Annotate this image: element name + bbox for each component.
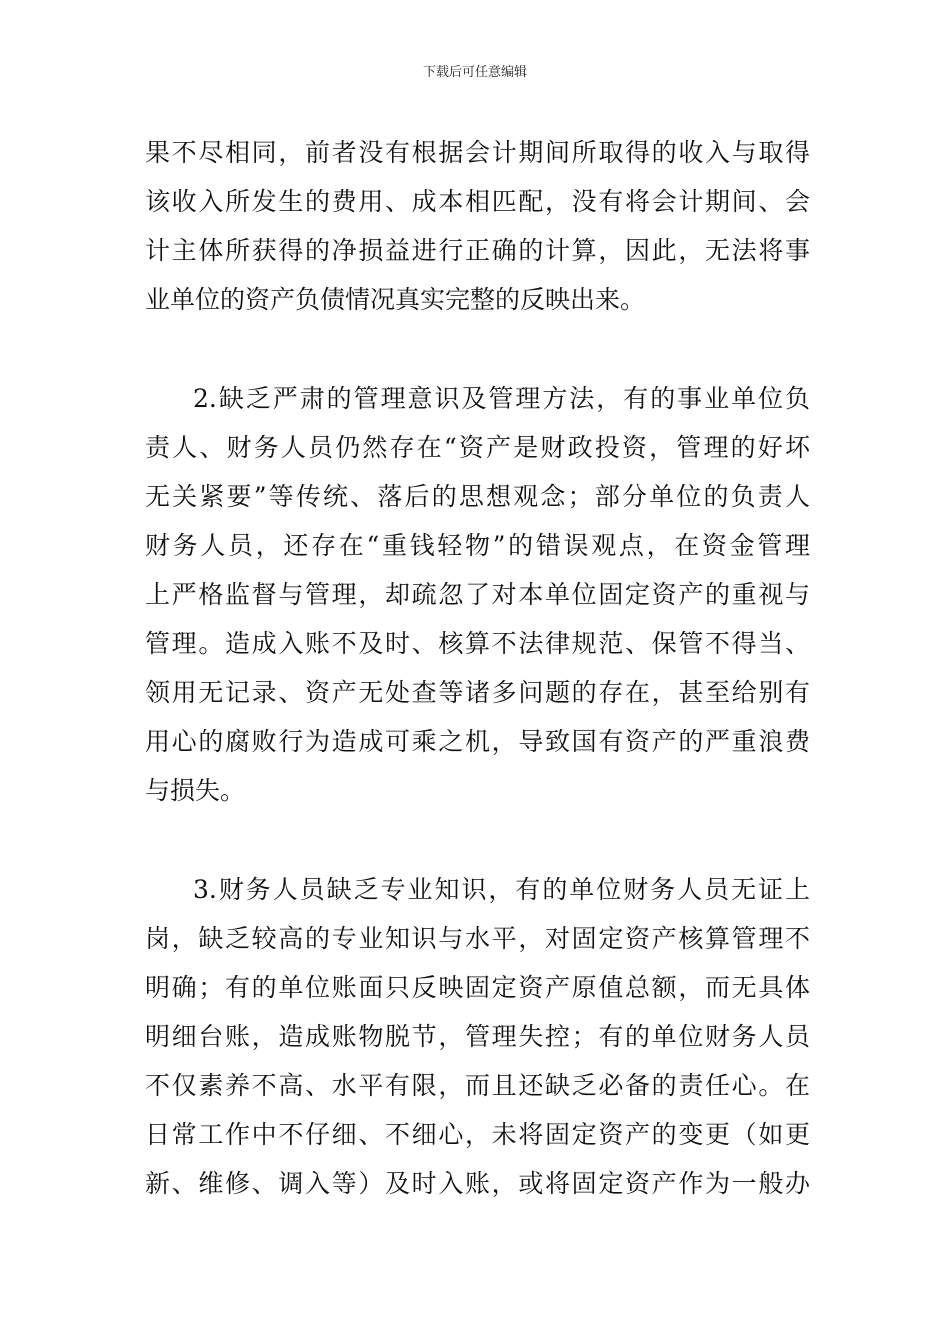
paragraph-2 — [145, 374, 810, 815]
text-line: 新、维修、调入等）及时入账，或将固定资产作为一般办 — [145, 1169, 810, 1198]
text-line: 明确；有的单位账面只反映固定资产原值总额，而无具体 — [145, 973, 810, 1002]
text-line: 3.财务人员缺乏专业知识，有的单位财务人员无证上 — [193, 875, 810, 904]
text-line: 日常工作中不仔细、不细心，未将固定资产的变更（如更 — [145, 1120, 810, 1149]
text-line: 用心的腐败行为造成可乘之机，导致国有资产的严重浪费 — [145, 727, 810, 756]
text-line: 岗，缺乏较高的专业知识与水平，对固定资产核算管理不 — [145, 924, 810, 953]
text-line: 不仅素养不高、水平有限，而且还缺乏必备的责任心。在 — [145, 1071, 810, 1100]
text-line: 领用无记录、资产无处查等诸多问题的存在，甚至给别有 — [145, 678, 810, 707]
document-body — [145, 128, 810, 1208]
paragraph-gap — [145, 815, 810, 865]
paragraph-gap — [145, 324, 810, 374]
text-line: 该收入所发生的费用、成本相匹配，没有将会计期间、会 — [145, 187, 810, 216]
text-line: 计主体所获得的净损益进行正确的计算，因此，无法将事 — [145, 236, 810, 265]
page-header: 下载后可任意编辑 — [422, 65, 527, 80]
paragraph-1 — [145, 128, 810, 324]
text-line: 2.缺乏严肃的管理意识及管理方法，有的事业单位负 — [193, 384, 810, 413]
text-line: 责人、财务人员仍然存在“资产是财政投资，管理的好坏 — [145, 433, 810, 462]
paragraph-3 — [145, 865, 810, 1208]
text-line: 明细台账，造成账物脱节，管理失控；有的单位财务人员 — [145, 1022, 810, 1051]
text-line: 无关紧要”等传统、落后的思想观念；部分单位的负责人 — [145, 482, 810, 511]
text-line: 财务人员，还存在“重钱轻物”的错误观点，在资金管理 — [145, 531, 810, 560]
text-line: 管理。造成入账不及时、核算不法律规范、保管不得当、 — [145, 629, 810, 658]
text-line: 果不尽相同，前者没有根据会计期间所取得的收入与取得 — [145, 138, 810, 167]
text-line: 业单位的资产负债情况真实完整的反映出来。 — [145, 285, 646, 314]
text-line: 上严格监督与管理，却疏忽了对本单位固定资产的重视与 — [145, 580, 810, 609]
text-line: 与损失。 — [145, 776, 246, 805]
